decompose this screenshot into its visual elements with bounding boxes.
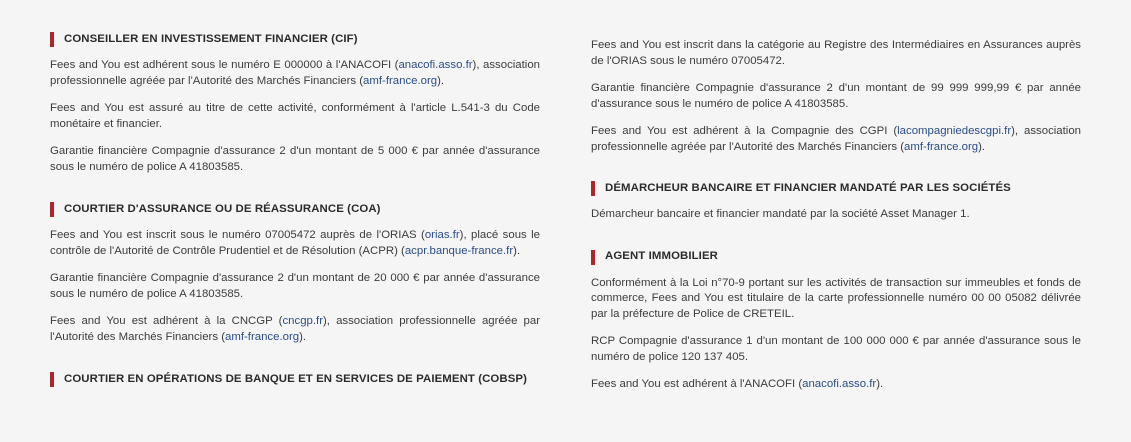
- paragraph: Fees and You est inscrit dans la catégorie au Registre des Intermédiaires en Assurances auprès de l'ORIAS sous le numéro 07005472.: [591, 39, 1081, 67]
- anacofi-link[interactable]: anacofi.asso.fr: [398, 59, 473, 71]
- paragraph: Garantie financière Compagnie d'assurance 2 d'un montant de 20 000 € par année d'assurance sous le numéro de police A 41803585.: [50, 272, 540, 300]
- section-heading-demarcheur: [591, 181, 1081, 196]
- heading-text: AGENT IMMOBILIER: [605, 250, 718, 263]
- heading-text: CONSEILLER EN INVESTISSEMENT FINANCIER (CIF): [64, 32, 358, 45]
- paragraph: Démarcheur bancaire et financier mandaté par la société Asset Manager 1.: [591, 208, 970, 220]
- amf-link[interactable]: amf-france.org: [904, 140, 979, 153]
- section-heading-cobsp: [50, 372, 540, 387]
- section-heading-agent-immobilier: [591, 250, 1081, 265]
- section-agent-immobilier: [591, 235, 1081, 393]
- section-coa: [50, 187, 540, 345]
- paragraph: Fees and You est assuré au titre de cette activité, conformément à l'article L.541-3 du Code monétaire et financier.: [50, 102, 540, 130]
- paragraph: Fees and You est adhérent à l'ANACOFI (anacofi.asso.fr).: [591, 378, 884, 390]
- section-heading-coa: [50, 202, 540, 217]
- section-demarcheur: [591, 167, 1081, 223]
- heading-accent-bar: [50, 32, 54, 47]
- section-cobsp: [50, 357, 540, 387]
- heading-accent-bar: [50, 202, 54, 217]
- paragraph: Fees and You est inscrit sous le numéro 07005472 auprès de l'ORIAS (orias.fr), placé sous le contrôle de l'Autorité de Contrôle Prudentiel et de Résolution (ACPR) (acpr.banque-france.fr).: [50, 229, 540, 257]
- paragraph: Fees and You est adhérent sous le numéro E 000000 à l'ANACOFI (anacofi.asso.fr), association professionnelle agréée par l'Autorité des Marchés Financiers (amf-france.org).: [50, 59, 541, 87]
- heading-text: COURTIER EN OPÉRATIONS DE BANQUE ET EN SERVICES DE PAIEMENT (COBSP): [64, 372, 528, 385]
- heading-accent-bar: [591, 181, 595, 196]
- left-column: [50, 0, 540, 398]
- section-heading-cif: [50, 32, 540, 47]
- amf-link[interactable]: amf-france.org: [363, 74, 438, 87]
- section-cobsp-continued: [591, 0, 1081, 155]
- paragraph: Conformément à la Loi n°70-9 portant sur les activités de transaction sur immeubles et fonds de commerce, Fees and You est titulaire de la carte professionnelle numéro 00 00 05082 délivrée par la préfecture de Police de CRETEIL.: [591, 276, 1081, 320]
- heading-accent-bar: [591, 250, 595, 265]
- heading-accent-bar: [50, 372, 54, 387]
- right-column: [591, 0, 1081, 405]
- heading-text: COURTIER D'ASSURANCE OU DE RÉASSURANCE (COA): [64, 202, 381, 215]
- paragraph: RCP Compagnie d'assurance 1 d'un montant de 100 000 000 € par année d'assurance sous le numéro de police 120 137 405.: [591, 335, 1081, 363]
- paragraph: Garantie financière Compagnie d'assurance 2 d'un montant de 99 999 999,99 € par année d'assurance sous le numéro de police A 41803585.: [591, 82, 1081, 110]
- cncgp-link[interactable]: cncgp.fr: [282, 315, 323, 327]
- paragraph: Fees and You est adhérent à la Compagnie des CGPI (lacompagniedescgpi.fr), association professionnelle agréée par l'Autorité des Marchés Financiers (amf-france.org).: [591, 125, 1082, 153]
- paragraph: Garantie financière Compagnie d'assurance 2 d'un montant de 5 000 € par année d'assurance sous le numéro de police A 41803585.: [50, 145, 540, 173]
- orias-link[interactable]: orias.fr: [424, 229, 460, 241]
- acpr-link[interactable]: acpr.banque-france.fr: [404, 244, 514, 257]
- amf-link[interactable]: amf-france.org: [225, 330, 300, 343]
- anacofi-link[interactable]: anacofi.asso.fr: [802, 378, 877, 390]
- heading-text: DÉMARCHEUR BANCAIRE ET FINANCIER MANDATÉ PAR LES SOCIÉTÉS: [605, 181, 1011, 194]
- section-cif: [50, 0, 540, 175]
- paragraph: Fees and You est adhérent à la CNCGP (cncgp.fr), association professionnelle agréée par l'Autorité des Marchés Financiers (amf-france.org).: [50, 315, 541, 343]
- lacompagniedescgpi-link[interactable]: lacompagniedescgpi.fr: [897, 125, 1012, 137]
